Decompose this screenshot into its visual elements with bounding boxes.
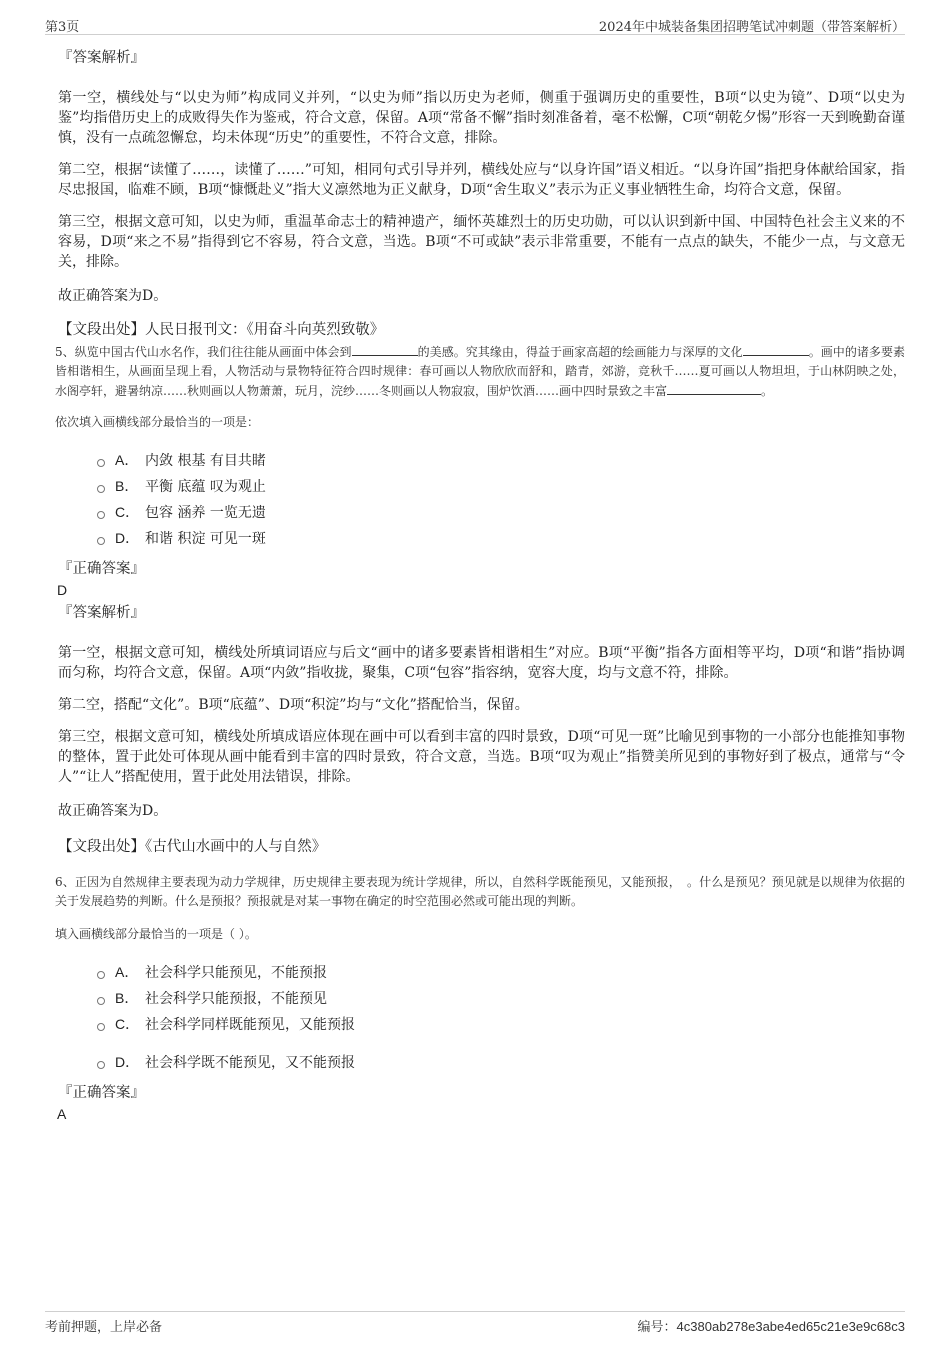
q4-source: 【文段出处】人民日报刊文：《用奋斗向英烈致敬》: [58, 322, 385, 338]
q4-analysis-label: 『答案解析』: [58, 50, 145, 66]
q5-blank-3: [667, 381, 761, 395]
q5-option-c[interactable]: C． 包容 涵养 一览无遗: [97, 499, 905, 525]
radio-icon[interactable]: [97, 537, 105, 545]
footer-slogan: 考前押题，上岸必备: [45, 1320, 163, 1335]
radio-icon[interactable]: [97, 971, 105, 979]
q5-option-b[interactable]: B． 平衡 底蕴 叹为观止: [97, 473, 905, 499]
q5-options: [97, 447, 905, 551]
document-title: 2024年中城装备集团招聘笔试冲刺题（带答案解析）: [598, 20, 905, 35]
q4-analysis-p1: 第一空，横线处与“以史为师”构成同义并列，“以史为师”指以历史为老师，侧重于强调历史的重要性，B项“以史为镜”、D项“以史为鉴”均指借历史上的成败得失作为鉴戒，符合文意，保留。A项“常备不懈”指时刻准备着，毫不松懈，C项“朝乾夕惕”形容一天到晚勤奋谨慎，没有一点疏忽懈怠，均未体现“历史”的重要性，不符合文意，排除。: [58, 90, 905, 146]
radio-icon[interactable]: [97, 459, 105, 467]
page-number: 第3页: [45, 20, 80, 35]
document-code: 编号：4c380ab278e3abe4ed65c21e3e9c68c3: [637, 1319, 905, 1335]
q6-option-c[interactable]: C． 社会科学同样既能预见，又能预报: [97, 1011, 905, 1037]
q4-analysis-p2: 第二空，根据“读懂了……，读懂了……”可知，相同句式引导并列，横线处应与“以身许国”语义相近。“以身许国”指把身体献给国家，指尽忠报国，临难不顾，B项“慷慨赴义”指大义凛然地为正义献身，D项“舍生取义”表示为正义事业牺牲生命，均符合文意，保留。: [58, 162, 905, 198]
page-header: [45, 14, 905, 35]
q6-instruction: 填入画横线部分最恰当的一项是（ ）。: [55, 927, 257, 941]
radio-icon[interactable]: [97, 1061, 105, 1069]
q4-conclusion: 故正确答案为D。: [58, 288, 168, 304]
radio-icon[interactable]: [97, 511, 105, 519]
page-footer: [45, 1311, 905, 1336]
q5-correct-label: 『正确答案』: [58, 561, 145, 577]
q5-answer: D: [57, 582, 68, 598]
q4-analysis-p3: 第三空，根据文意可知，以史为师，重温革命志士的精神遗产，缅怀英雄烈士的历史功勋，可以认识到新中国、中国特色社会主义来的不容易，D项“来之不易”指得到它不容易，符合文意，当选。B项“不可或缺”表示非常重要，不能有一点点的缺失，不能少一点，与文意无关，排除。: [58, 214, 905, 270]
content: [55, 36, 905, 1123]
q5-analysis-p2: 第二空，搭配“文化”。B项“底蕴”、D项“积淀”均与“文化”搭配恰当，保留。: [58, 697, 529, 713]
q6-correct-label: 『正确答案』: [58, 1085, 145, 1101]
radio-icon[interactable]: [97, 997, 105, 1005]
q5-analysis-p3: 第三空，根据文意可知，横线处所填成语应体现在画中可以看到丰富的四时景致，D项“可见一斑”比喻见到事物的一小部分也能推知事物的整体，置于此处可体现从画中能看到丰富的四时景致，符合文意，当选。B项“叹为观止”指赞美所见到的事物好到了极点，通常与“令人”“让人”搭配使用，置于此处用法错误，排除。: [58, 729, 905, 785]
q6-option-a[interactable]: A． 社会科学只能预见，不能预报: [97, 959, 905, 985]
q6-options: [97, 959, 905, 1075]
q5-blank-2: [743, 342, 809, 356]
q5-blank-1: [352, 342, 418, 356]
q5-instruction: 依次填入画横线部分最恰当的一项是：: [55, 415, 260, 429]
q5-source: 【文段出处】《古代山水画中的人与自然》: [58, 839, 327, 855]
q6-option-d[interactable]: D． 社会科学既不能预见，又不能预报: [97, 1049, 905, 1075]
q5-stem: 5、纵览中国古代山水名作，我们往往能从画面中体会到 的美感。究其缘由，得益于画家高超的绘画能力与深厚的文化 。画中的诸多要素皆相谐相生，从画面呈现上看，人物活动与景物特征符合四时规律：春可画以人物欣欣而舒和，踏青，郊游，竞秋千……夏可画以人物坦坦，于山林阴映之处，水阁亭轩，避暑纳凉……秋则画以人物萧萧，玩月，浣纱……冬则画以人物寂寂，围炉饮酒……画中四时景致之丰富 。: [55, 342, 905, 401]
q6-answer: A: [57, 1106, 67, 1122]
q5-analysis-label: 『答案解析』: [58, 605, 145, 621]
q5-option-d[interactable]: D． 和谐 积淀 可见一斑: [97, 525, 905, 551]
q6-option-b[interactable]: B． 社会科学只能预报，不能预见: [97, 985, 905, 1011]
radio-icon[interactable]: [97, 485, 105, 493]
q5-analysis-p1: 第一空，根据文意可知，横线处所填词语应与后文“画中的诸多要素皆相谐相生”对应。B项“平衡”指各方面相等平均，D项“和谐”指协调而匀称，均符合文意，保留。A项“内敛”指收拢，聚集，C项“包容”指容纳，宽容大度，均与文意不符，排除。: [58, 645, 905, 681]
q6-stem: 6、正因为自然规律主要表现为动力学规律，历史规律主要表现为统计学规律，所以，自然科学既能预见，又能预报， 。什么是预见？预见就是以规律为依据的关于发展趋势的判断。什么是预报？预报就是对某一事物在确定的时空范围必然或可能出现的判断。: [55, 875, 905, 908]
q5-option-a[interactable]: A． 内敛 根基 有目共睹: [97, 447, 905, 473]
radio-icon[interactable]: [97, 1023, 105, 1031]
q5-conclusion: 故正确答案为D。: [58, 803, 168, 819]
